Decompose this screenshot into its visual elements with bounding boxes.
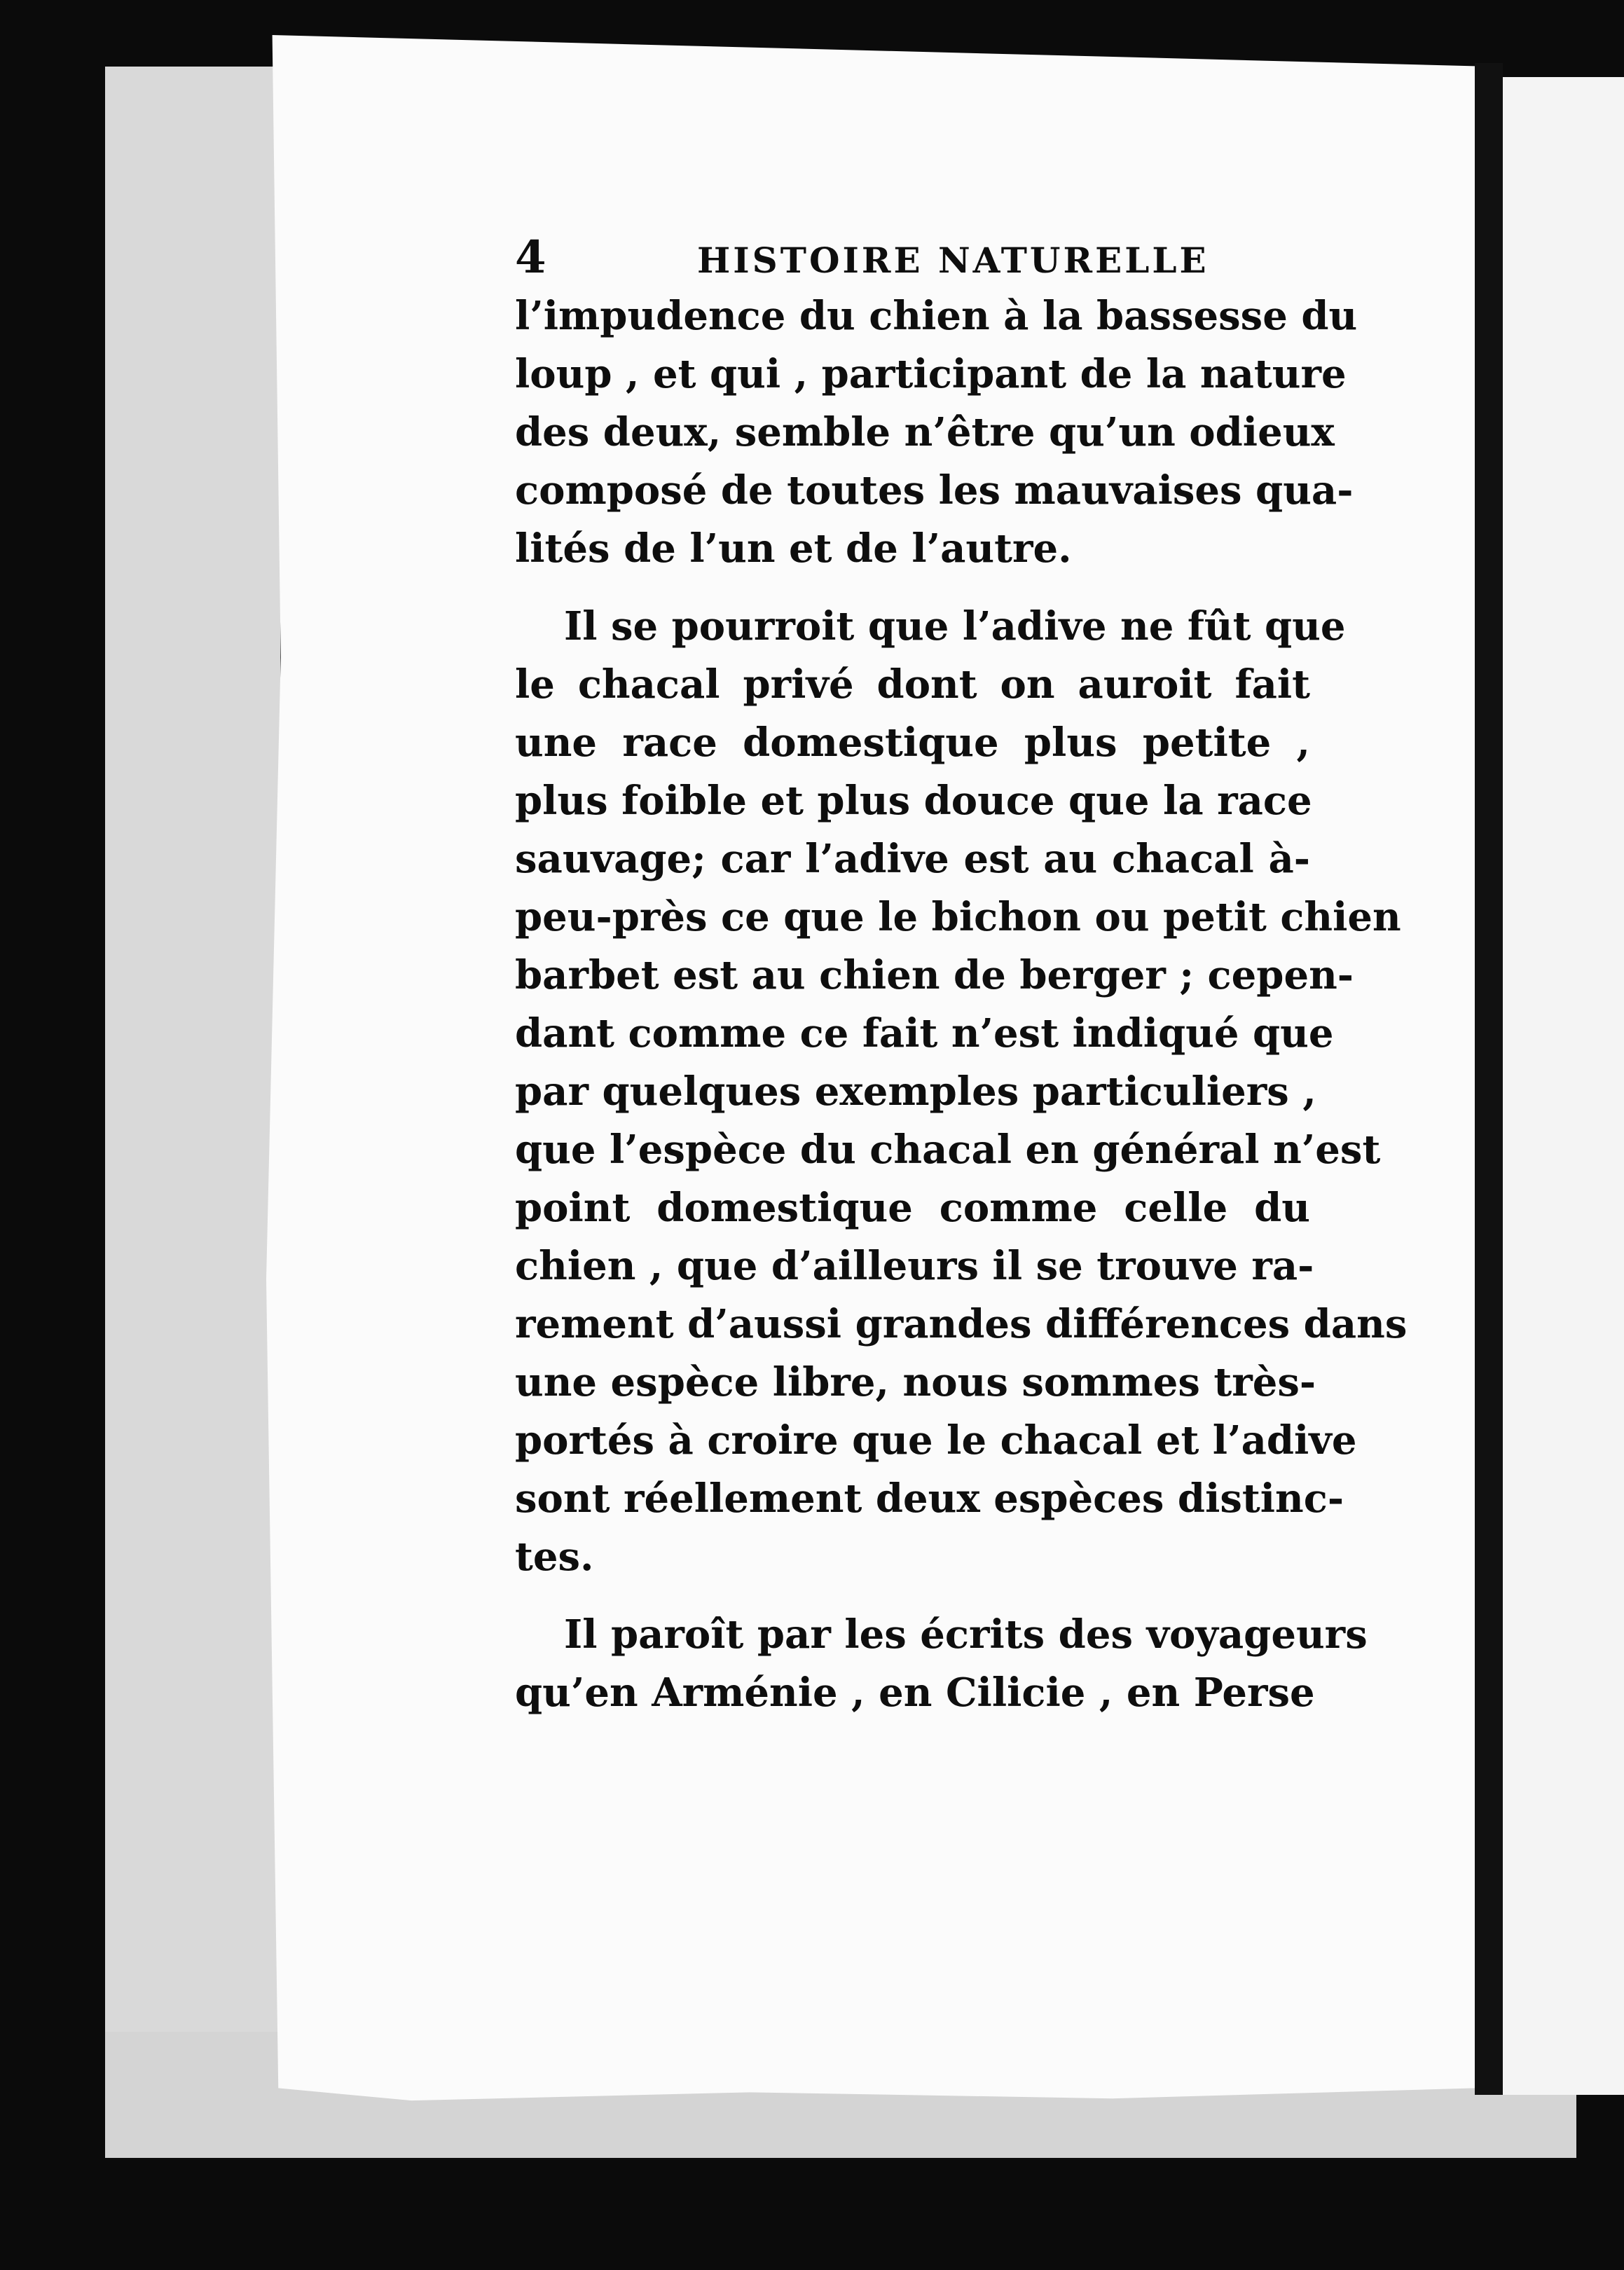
text-line: dant comme ce fait n’est indiqué que [515,1010,1334,1057]
text-line: composé de toutes les mauvaises qua- [515,467,1354,514]
text-line: par quelques exemples particuliers , [515,1068,1316,1115]
text-line: une espèce libre, nous sommes très- [515,1359,1316,1405]
text-line: point domestique comme celle du [515,1185,1310,1231]
text-line: chien , que d’ailleurs il se trouve ra- [515,1243,1314,1289]
text-line: Il se pourroit que l’adive ne fût que [564,603,1346,649]
page-text-block [515,231,1408,1722]
text-line: Il paroît par les écrits des voyageurs [564,1611,1368,1658]
text-line: loup , et qui , participant de la nature [515,351,1347,397]
text-line: sauvage; car l’adive est au chacal à- [515,836,1310,882]
text-line: le chacal privé dont on auroit fait [515,661,1310,708]
page-number: 4 [515,231,549,284]
text-line: que l’espèce du chacal en général n’est [515,1127,1381,1173]
text-line: plus foible et plus douce que la race [515,778,1312,824]
text-line: tes. [515,1534,594,1580]
text-line: barbet est au chien de berger ; cepen- [515,952,1354,998]
text-line: sont réellement deux espèces distinc- [515,1476,1344,1522]
paragraph-gap [515,578,1310,598]
text-line: qu’en Arménie , en Cilicie , en Perse [515,1670,1315,1716]
paragraph-gap [515,1586,1310,1606]
page-gutter-shadow [1475,63,1503,2095]
adjacent-page-edge [1503,77,1624,2095]
scan-margin-left [105,67,280,2154]
text-line: rement d’aussi grandes différences dans [515,1301,1408,1347]
page-header [515,231,1310,287]
text-line: l’impudence du chien à la bassesse du [515,293,1358,339]
text-line: des deux, semble n’être qu’un odieux [515,409,1335,455]
running-head: HISTOIRE NATURELLE [697,240,1209,281]
text-line: lités de l’un et de l’autre. [515,525,1072,572]
text-line: portés à croire que le chacal et l’adive [515,1417,1357,1464]
text-line: peu-près ce que le bichon ou petit chien [515,894,1401,940]
text-line: une race domestique plus petite , [515,720,1310,766]
